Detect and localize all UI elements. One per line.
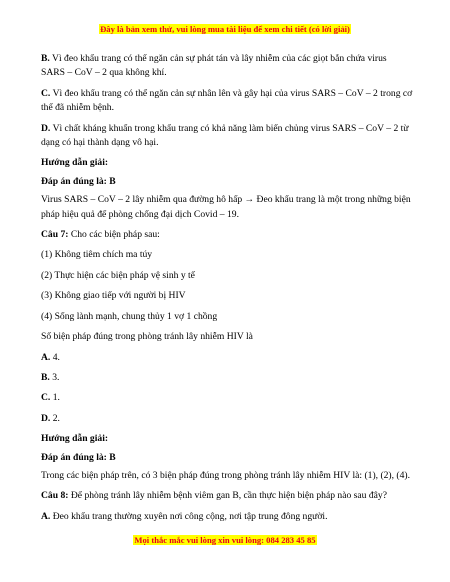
answer-line-2: Đáp án đúng là: B [41,451,116,463]
answer-line: Đáp án đúng là: B [41,175,116,187]
q7-option-b: B. 3. [41,371,60,383]
option-c-prev [41,87,413,116]
option-letter: C. [41,87,51,99]
option-text: Vì đeo khẩu trang có thể ngăn cản sự nhân lên và gây hại của virus SARS – CoV – 2 trong cơ thể đã nhiễm bệnh. [41,87,413,114]
option-text: Vì chất kháng khuẩn trong khẩu trang có khả năng làm biến chủng virus SARS – CoV – 2 từ dạng có hại thành dạng vô hại. [41,122,409,149]
guide-heading: Hướng dẫn giải: [41,157,109,169]
option-letter: D. [41,122,51,134]
footer-banner [0,534,450,547]
q8-option-a: A. Đeo khẩu trang thường xuyên nơi công cộng, nơi tập trung đông người. [41,510,328,522]
q7-option-c: C. 1. [41,392,60,404]
option-b-prev [41,52,413,81]
question-7-stem: Câu 7: Cho các biện pháp sau: [41,229,160,241]
footer-banner-text: Mọi thắc mắc vui lòng xin vui lòng: 084 283 45 85 [134,535,316,545]
option-letter: B. [41,53,50,64]
q7-item-2: (2) Thực hiện các biện pháp vệ sinh y tế [41,269,195,281]
q7-item-3: (3) Không giao tiếp với người bị HIV [41,290,186,302]
q7-prompt: Số biện pháp đúng trong phòng tránh lây nhiễm HIV là [41,331,253,343]
explanation: Virus SARS – CoV – 2 lây nhiễm qua đường hô hấp → Đeo khẩu trang là một trong những biện pháp hiệu quả để phòng chống đại dịch Covid – 19. [41,194,411,220]
q7-item-1: (1) Không tiêm chích ma túy [41,249,153,261]
q7-option-a: A. 4. [41,351,60,363]
q7-item-4: (4) Sống lành mạnh, chung thủy 1 vợ 1 chồng [41,310,218,322]
header-banner-text: Đây là bản xem thử, vui lòng mua tài liệu để xem chi tiết (có lời giải) [100,24,350,34]
explanation-2: Trong các biện pháp trên, có 3 biện pháp đúng trong phòng tránh lây nhiễm HIV là: (1), (2), (4). [41,469,411,481]
option-text: Vì đeo khẩu trang có thể ngăn cản sự phát tán và lây nhiễm của các giọt bắn chứa virus SARS – CoV – 2 qua không khí. [41,53,387,79]
question-8-stem: Câu 8: Để phòng tránh lây nhiễm bệnh viêm gan B, cần thực hiện biện pháp nào sau đây? [41,490,387,502]
document-body [41,52,413,530]
guide-heading-2: Hướng dẫn giải: [41,433,109,445]
q7-option-d: D. 2. [41,412,60,424]
header-banner [0,23,450,36]
option-d-prev [41,122,413,151]
